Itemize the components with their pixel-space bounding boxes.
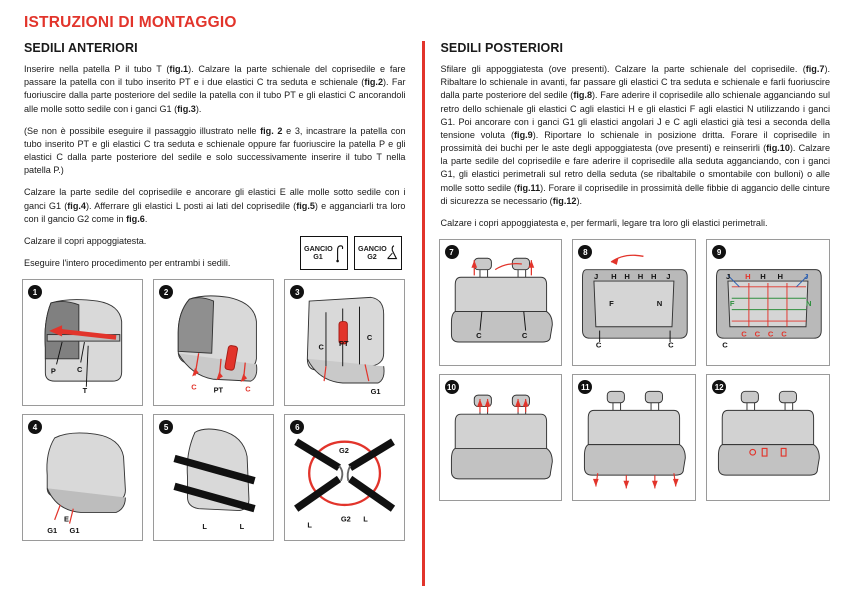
figure-12-drawing bbox=[707, 375, 829, 500]
front-paragraph-2: (Se non è possibile eseguire il passaggio illustrato nelle fig. 2 e 3, incastrare la patella con tubo inserito PT e gli elastici C tra seduta e schienale oppure far fuoriuscire la patella P e gli elastici C dalla parte posteriore del sedile e solo successivamente inserire il tubo T nella patella P.) bbox=[24, 125, 406, 176]
figure-4-label-g1b: G1 bbox=[69, 526, 80, 536]
figure-8-label-j1: J bbox=[594, 272, 599, 282]
figure-12 bbox=[706, 374, 830, 501]
figure-8 bbox=[572, 239, 696, 366]
figure-9-drawing bbox=[707, 240, 829, 365]
figure-1-label-t: T bbox=[82, 386, 88, 396]
figure-11-drawing bbox=[573, 375, 695, 500]
figure-3-label-c2: C bbox=[367, 333, 373, 343]
figure-9-label-c2: C bbox=[754, 329, 761, 339]
figure-10 bbox=[439, 374, 563, 501]
legend-g2-line1: GANCIO bbox=[358, 243, 387, 253]
figure-3-number: 3 bbox=[290, 285, 304, 299]
figure-8-label-c1: C bbox=[596, 340, 602, 350]
figure-9 bbox=[706, 239, 830, 366]
legend-g2-line2: G2 bbox=[367, 252, 377, 261]
figure-4-drawing bbox=[23, 415, 142, 540]
figure-2-label-c-left: C bbox=[191, 382, 197, 392]
figure-5-label-l1: L bbox=[202, 522, 208, 532]
figure-9-label-j1: J bbox=[726, 272, 731, 282]
figure-5-drawing bbox=[154, 415, 273, 540]
figure-9-label-n: N bbox=[806, 298, 812, 308]
rear-paragraph-2: Calzare i copri appoggiatesta e, per fermarli, legare tra loro gli elastici perimetrali. bbox=[440, 217, 768, 228]
figure-11-number: 11 bbox=[578, 380, 592, 394]
figure-8-label-c2: C bbox=[668, 340, 675, 350]
figure-10-drawing bbox=[440, 375, 562, 500]
rear-figures bbox=[439, 239, 831, 501]
figure-1-label-p: P bbox=[50, 366, 56, 376]
figure-9-label-c4: C bbox=[781, 329, 787, 339]
figure-6-label-l2: L bbox=[363, 514, 369, 524]
front-paragraph-1: Inserire nella patella P il tubo T (fig.1). Calzare la parte schienale del coprisedile e fare passare la patella con il tubo inserito PT e i due elastici C tra seduta e schienale (fig.2). Far fuoriuscire dalla parte posteriore del sedile la patella con il tubo PT e gli elastici C ancorandoli alle molle sotto sedile con i ganci G1 (fig.3). bbox=[24, 64, 406, 114]
figure-5 bbox=[153, 414, 274, 541]
column-divider bbox=[422, 41, 425, 586]
section-title-rear: SEDILI POSTERIORI bbox=[440, 41, 564, 55]
figure-8-label-h2: H bbox=[624, 272, 631, 282]
figure-9-label-c3: C bbox=[768, 329, 774, 339]
figure-10-number: 10 bbox=[445, 380, 459, 394]
figure-1-drawing bbox=[23, 280, 142, 405]
figure-4-label-e: E bbox=[63, 514, 69, 524]
figure-2-drawing bbox=[154, 280, 273, 405]
figure-3-label-g1: G1 bbox=[370, 387, 381, 397]
figure-12-number: 12 bbox=[712, 380, 726, 394]
figure-3-label-c1: C bbox=[318, 342, 325, 352]
figure-2-label-c-right: C bbox=[245, 384, 251, 394]
figure-7-drawing bbox=[440, 240, 562, 365]
figure-9-label-h3: H bbox=[777, 272, 784, 282]
front-figures bbox=[22, 279, 406, 541]
figure-6-label-g2: G2 bbox=[341, 514, 352, 524]
figure-1-number: 1 bbox=[28, 285, 42, 299]
figure-7 bbox=[439, 239, 563, 366]
figure-3-label-pt: PT bbox=[339, 338, 349, 348]
figure-4 bbox=[22, 414, 143, 541]
figure-1 bbox=[22, 279, 143, 406]
figure-7-label-c1: C bbox=[475, 331, 482, 341]
figure-6-number: 6 bbox=[290, 420, 304, 434]
figure-8-label-f: F bbox=[609, 298, 615, 308]
legend-hooks bbox=[300, 236, 402, 270]
figure-11 bbox=[572, 374, 696, 501]
figure-9-number: 9 bbox=[712, 245, 726, 259]
figure-7-label-c2: C bbox=[521, 331, 527, 341]
figure-5-label-l2: L bbox=[239, 522, 245, 532]
figure-5-number: 5 bbox=[159, 420, 173, 434]
column-rear-seats bbox=[439, 41, 831, 501]
legend-g1-line2: G1 bbox=[313, 252, 323, 261]
front-paragraph-4: Calzare il copri appoggiatesta. bbox=[24, 235, 147, 246]
rear-paragraph-1: Sfilare gli appoggiatesta (ove presenti). Calzare la parte schienale del coprisedile. (fig.7). Ribaltare lo schienale in avanti, far passare gli elastici C tra seduta e schienale e farli fuoriuscire dalla parte posteriore del sedile (fig.8). Fare aderire il coprisedile allo schienale agganciando sul retro dello schienale gli elastici C agli elastici H e gli elastici F agli elastici N utilizzando i ganci G1. Poi ancorare con i ganci G1 gli elastici angolari J e C agli elastici già tesi a seconda della tensione voluta (fig.9). Riportare lo schienale in posizione dritta. Forare il coprisedile in prossimità dei buchi per le aste degli appoggiatesta (ove presenti) e reinserirli (fig.10). Calzare la parte sedile del coprisedile e fare aderire il coprisedile alla seduta agganciando, con i ganci G1, gli elastici perimetrali sul retro della seduta (se ribaltabile o smontabile con bulloni) o alle molle sotto sedile (fig.11). Forare il coprisedile in prossimità delle fibbie di aggancio delle cinture di sicurezza se necessario (fig.12). bbox=[440, 64, 831, 206]
front-paragraph-5: Eseguire l'intero procedimento per entrambi i sedili. bbox=[24, 258, 231, 269]
figure-8-label-h3: H bbox=[638, 272, 644, 282]
figure-8-label-h4: H bbox=[651, 272, 657, 282]
figure-8-label-n: N bbox=[657, 298, 663, 308]
figure-9-label-h1: H bbox=[745, 272, 751, 282]
column-front-seats bbox=[22, 41, 422, 541]
figure-8-label-h1: H bbox=[611, 272, 617, 282]
page-title: ISTRUZIONI DI MONTAGGIO bbox=[24, 14, 237, 31]
figure-9-label-j2: J bbox=[804, 272, 809, 282]
figure-7-number: 7 bbox=[445, 245, 459, 259]
figure-3 bbox=[284, 279, 405, 406]
figure-6-drawing bbox=[285, 415, 404, 540]
front-paragraph-3: Calzare la parte sedile del coprisedile e ancorare gli elastici E alle molle sotto sedile con i ganci G1 (fig.4). Afferrare gli elastici L posti ai lati del coprisedile (fig.5) e agganciarli tra loro con il gancio G2 come in fig.6. bbox=[24, 187, 406, 224]
figure-6 bbox=[284, 414, 405, 541]
figure-9-label-c5: C bbox=[722, 340, 728, 350]
figure-6-label-g2-top: G2 bbox=[339, 446, 350, 456]
figure-2-label-pt: PT bbox=[213, 385, 224, 395]
figure-2-number: 2 bbox=[159, 285, 173, 299]
figure-1-label-c: C bbox=[76, 365, 83, 375]
figure-9-label-c1: C bbox=[741, 329, 747, 339]
figure-3-drawing bbox=[285, 280, 404, 405]
figure-8-label-j2: J bbox=[666, 272, 671, 282]
legend-g1-line1: GANCIO bbox=[304, 243, 333, 253]
figure-9-label-h2: H bbox=[760, 272, 766, 282]
figure-6-label-l1: L bbox=[307, 520, 313, 530]
hook-g1-icon bbox=[332, 241, 344, 265]
legend-gancio-g2 bbox=[354, 236, 402, 270]
content-columns bbox=[22, 41, 830, 586]
figure-4-label-g1a: G1 bbox=[47, 526, 58, 536]
legend-gancio-g1 bbox=[300, 236, 348, 270]
hook-g2-icon bbox=[386, 241, 398, 265]
figure-9-label-f: F bbox=[730, 298, 735, 308]
figure-2 bbox=[153, 279, 274, 406]
figure-8-number: 8 bbox=[578, 245, 592, 259]
section-title-front: SEDILI ANTERIORI bbox=[24, 41, 138, 55]
figure-4-number: 4 bbox=[28, 420, 42, 434]
figure-8-drawing bbox=[573, 240, 695, 365]
